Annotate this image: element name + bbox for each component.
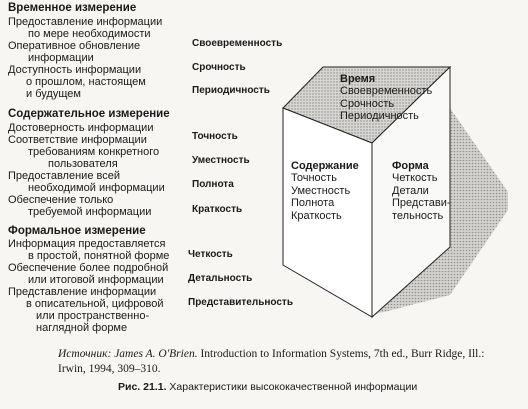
desc-line: Доступность информации bbox=[8, 64, 142, 76]
dimension-title-time: Временное измерение bbox=[8, 2, 137, 14]
cube-front-item: Точность bbox=[291, 172, 337, 184]
label-timeliness: Своевременность bbox=[192, 38, 283, 49]
desc-line: или пространственно- bbox=[36, 310, 150, 322]
cube-top-item: Своевременность bbox=[340, 85, 433, 97]
desc-line: Предоставление информации bbox=[8, 16, 163, 28]
desc-line: Обеспечение только bbox=[8, 194, 114, 206]
source-line2: Irwin, 1994, 309–310. bbox=[58, 363, 161, 375]
cube-front-item: Краткость bbox=[291, 209, 342, 222]
cube-top-item: Периодичность bbox=[340, 110, 419, 122]
cube-front-item: Уместность bbox=[291, 184, 351, 197]
cube-top-item: Срочность bbox=[340, 97, 395, 110]
cube-top-title: Время bbox=[340, 73, 376, 85]
label-accuracy: Точность bbox=[192, 131, 238, 142]
cube-side-title: Форма bbox=[392, 160, 429, 172]
desc-line: необходимой информации bbox=[28, 182, 165, 194]
desc-line: Оперативное обновление bbox=[8, 40, 141, 52]
desc-line: Обеспечение более подробной bbox=[8, 262, 169, 274]
source-line-1 bbox=[58, 348, 484, 360]
cube-front-title: Содержание bbox=[291, 160, 359, 172]
desc-line: или итоговой информации bbox=[28, 274, 164, 286]
cube-side-item: Четкость bbox=[392, 172, 438, 184]
dimension-desc-form bbox=[8, 238, 169, 334]
dimension-title-form: Формальное измерение bbox=[8, 225, 146, 237]
dimension-desc-time bbox=[8, 16, 162, 100]
cube-side-item: Детали bbox=[392, 184, 429, 197]
caption-number: Рис. 21.1. bbox=[118, 381, 167, 393]
cube-front-item: Полнота bbox=[291, 197, 335, 209]
desc-line: Информация предоставляется bbox=[8, 238, 166, 250]
desc-line: Достоверность информации bbox=[8, 122, 154, 134]
desc-line: требованиям конкретного bbox=[28, 146, 160, 158]
desc-line: Соответствие информации bbox=[8, 134, 147, 146]
cube-side-item: тельность bbox=[392, 209, 444, 222]
desc-line: требуемой информации bbox=[28, 206, 152, 218]
source-rest: Introduction to Information Systems, 7th ed., Burr Ridge, Ill.: bbox=[200, 348, 485, 360]
label-conciseness: Краткость bbox=[192, 204, 243, 215]
label-detail: Детальность bbox=[188, 273, 253, 284]
cube-side-text bbox=[392, 160, 451, 222]
desc-line: и будущем bbox=[26, 88, 81, 100]
dimension-desc-content bbox=[8, 122, 165, 218]
label-relevance: Уместность bbox=[192, 155, 250, 166]
desc-line: Предоставление всей bbox=[8, 170, 120, 182]
label-presentation: Представительность bbox=[188, 297, 293, 308]
source-prefix: Источник: bbox=[58, 348, 112, 360]
cube-front-text bbox=[291, 160, 359, 222]
label-periodicity: Периодичность bbox=[192, 85, 270, 96]
desc-line: о прошлом, настоящем bbox=[26, 76, 146, 88]
desc-line: наглядной форме bbox=[36, 322, 128, 334]
caption-text: Характеристики высококачественной информации bbox=[169, 381, 418, 393]
source-line-2 bbox=[58, 363, 161, 375]
dimension-title-content: Содержательное измерение bbox=[8, 108, 170, 120]
desc-line: Представление информации bbox=[8, 286, 157, 298]
source-author: James A. O'Brien. bbox=[114, 348, 198, 360]
label-urgency: Срочность bbox=[192, 62, 246, 73]
desc-line: в описательной, цифровой bbox=[26, 298, 164, 310]
figure-caption bbox=[118, 381, 417, 393]
desc-line: по мере необходимости bbox=[28, 28, 151, 40]
desc-line: пользователя bbox=[48, 158, 118, 170]
desc-line: информации bbox=[28, 52, 94, 64]
desc-line: в простой, понятной форме bbox=[28, 250, 170, 262]
label-clarity: Четкость bbox=[188, 249, 233, 260]
cube-side-item: Представи- bbox=[392, 197, 451, 209]
cube-top-text bbox=[340, 73, 432, 123]
label-completeness: Полнота bbox=[192, 179, 234, 190]
